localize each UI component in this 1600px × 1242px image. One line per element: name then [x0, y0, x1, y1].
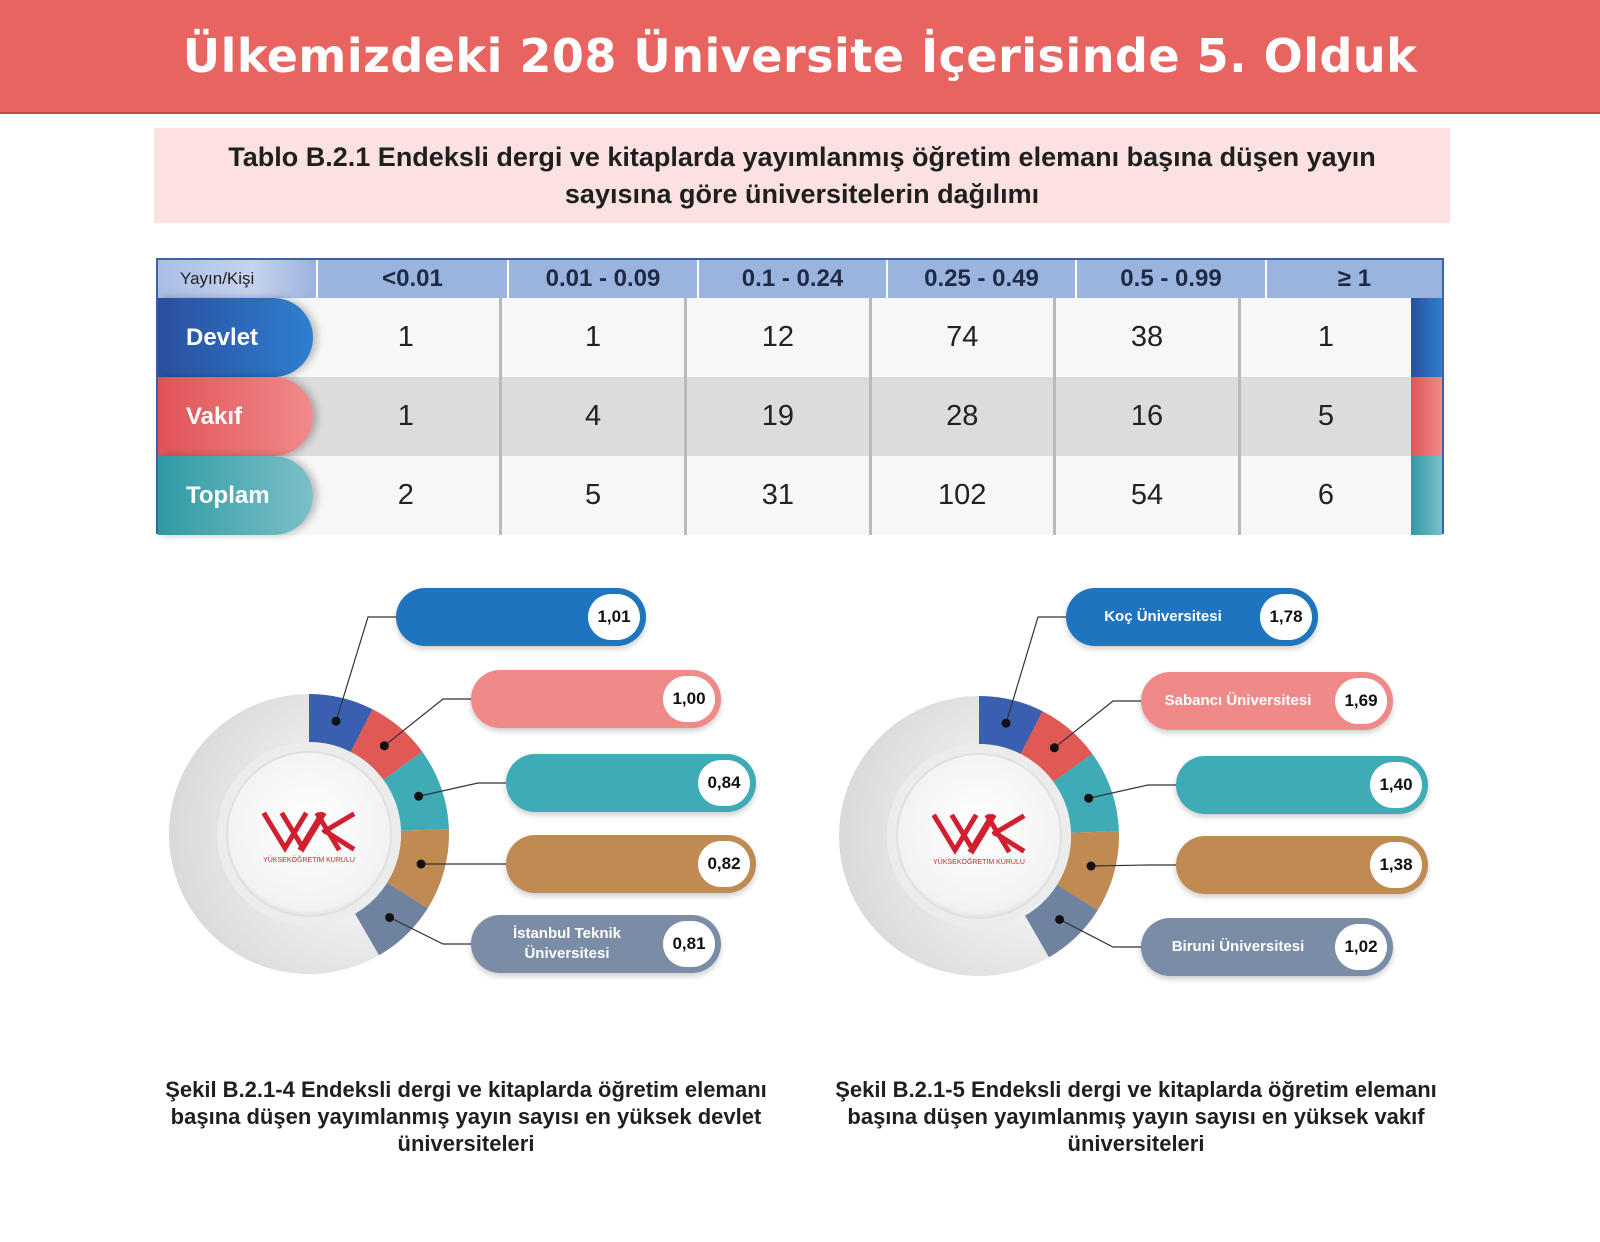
- table-cell: 38: [1053, 298, 1238, 377]
- figure-caption-foundation: Şekil B.2.1-5 Endeksli dergi ve kitaplarda öğretim elemanı başına düşen yayımlanmış yayın sayısı en yüksek vakıf üniversiteleri: [835, 1077, 1437, 1156]
- row-color-stripe: [1411, 377, 1442, 456]
- ranked-university-pill: [506, 835, 756, 893]
- table-cell: 2: [397, 479, 414, 511]
- ranked-university-pill: [471, 670, 721, 728]
- table-cell: 16: [1053, 377, 1238, 456]
- row-label: Vakıf: [158, 377, 313, 456]
- table-title: Tablo B.2.1 Endeksli dergi ve kitaplarda yayımlanmış öğretim elemanı başına düşen yayın sayısına göre üniversitelerin dağılımı: [228, 141, 1376, 209]
- ranked-university-pill: [1176, 756, 1428, 814]
- row-color-stripe: [1411, 298, 1442, 377]
- university-name: İstanbul Teknik Üniversitesi: [512, 925, 622, 962]
- ranked-university-pill: [1141, 918, 1393, 976]
- table-cell: 102: [869, 456, 1053, 535]
- leader-dot: [1050, 743, 1059, 752]
- leader-dot: [332, 717, 341, 726]
- row-color-stripe: [1411, 456, 1442, 535]
- table-cell: 1: [499, 298, 684, 377]
- table-cell: 54: [1053, 456, 1238, 535]
- publication-ratio: 1,01: [588, 594, 640, 640]
- table-cell: 5: [499, 456, 684, 535]
- table-cell: 31: [684, 456, 868, 535]
- table-row-devlet: [158, 298, 1442, 377]
- table-column-header: 0.01 - 0.09: [507, 260, 697, 298]
- table-column-header: 0.5 - 0.99: [1075, 260, 1265, 298]
- table-cell: 12: [684, 298, 868, 377]
- university-name: Biruni Üniversitesi: [1171, 938, 1305, 955]
- figure-foundation-universities: [800, 580, 1600, 1020]
- table-cell: 6: [1238, 456, 1411, 535]
- publication-ratio: 1,00: [663, 676, 715, 722]
- publication-ratio: 1,02: [1335, 924, 1387, 970]
- leader-dot: [1002, 719, 1011, 728]
- leader-dot: [414, 792, 423, 801]
- publication-ratio: 1,40: [1370, 762, 1422, 808]
- ranked-university-pill: [506, 754, 756, 812]
- leader-dot: [417, 860, 426, 869]
- table-cell: 4: [499, 377, 684, 456]
- distribution-table: [156, 258, 1444, 534]
- page-title: Ülkemizdeki 208 Üniversite İçerisinde 5. Olduk: [182, 29, 1418, 83]
- logo-caption: YÜKSEKÖĞRETİM KURULU: [263, 857, 355, 864]
- ranked-university-pill: [1141, 672, 1393, 730]
- table-column-header: 0.1 - 0.24: [697, 260, 886, 298]
- publication-ratio: 0,84: [698, 760, 750, 806]
- publication-ratio: 1,38: [1370, 842, 1422, 888]
- logo-caption: YÜKSEKÖĞRETİM KURULU: [933, 859, 1025, 866]
- page-banner: [0, 0, 1600, 114]
- publication-ratio: 1,78: [1260, 594, 1312, 640]
- publication-ratio: 0,81: [663, 921, 715, 967]
- leader-dot: [1084, 794, 1093, 803]
- university-name: Koç Üniversitesi: [1104, 608, 1222, 625]
- ranked-university-pill: [1176, 836, 1428, 894]
- leader-dot: [1087, 862, 1096, 871]
- table-column-header: 0.25 - 0.49: [886, 260, 1075, 298]
- figure-state-universities: [0, 580, 800, 1020]
- table-column-header: ≥ 1: [1265, 260, 1442, 298]
- table-row-vakif: [158, 377, 1442, 456]
- table-header-row: [158, 260, 1442, 298]
- row-label: Devlet: [158, 298, 313, 377]
- table-cell: 74: [869, 298, 1053, 377]
- ranked-university-pill: [396, 588, 646, 646]
- university-name: Sabancı Üniversitesi: [1164, 692, 1312, 709]
- table-row-toplam: [158, 456, 1442, 535]
- table-cell: 1: [397, 321, 414, 353]
- table-column-header: <0.01: [316, 260, 507, 298]
- table-title-box: [154, 128, 1450, 223]
- leader-dot: [380, 741, 389, 750]
- table-cell: 5: [1238, 377, 1411, 456]
- table-corner-label: Yayın/Kişi: [158, 260, 316, 298]
- table-cell: 1: [397, 400, 414, 432]
- table-cell: 28: [869, 377, 1053, 456]
- publication-ratio: 0,82: [698, 841, 750, 887]
- table-cell: 19: [684, 377, 868, 456]
- ranked-university-pill: [1066, 588, 1318, 646]
- ranked-university-pill: [471, 915, 721, 973]
- table-cell: 1: [1238, 298, 1411, 377]
- leader-dot: [385, 913, 394, 922]
- figure-caption-state: Şekil B.2.1-4 Endeksli dergi ve kitaplarda öğretim elemanı başına düşen yayımlanmış yayın sayısı en yüksek devlet üniversiteleri: [165, 1077, 767, 1156]
- row-label: Toplam: [158, 456, 313, 535]
- publication-ratio: 1,69: [1335, 678, 1387, 724]
- leader-dot: [1055, 915, 1064, 924]
